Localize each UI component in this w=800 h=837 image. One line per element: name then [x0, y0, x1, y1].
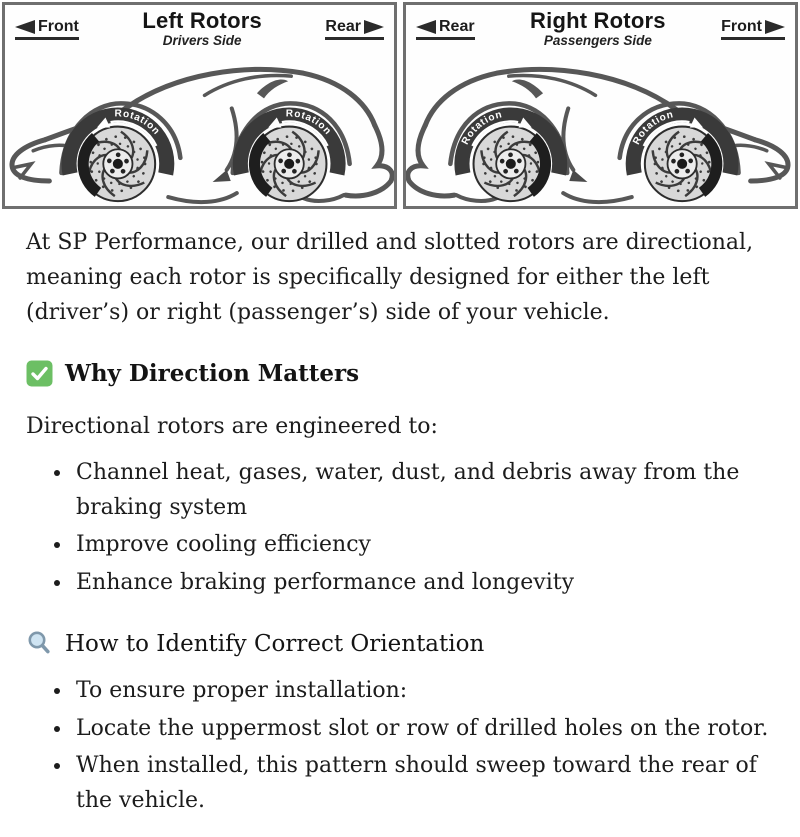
left-arrow-icon — [416, 20, 436, 34]
rotor-direction-diagram — [0, 0, 800, 209]
heading-text: How to Identify Correct Orientation — [65, 630, 485, 657]
front-direction-label — [15, 18, 79, 40]
right-panel-titles — [530, 8, 666, 48]
section-heading-identify-orientation — [26, 630, 774, 657]
rear-label: Rear — [325, 18, 361, 35]
orientation-steps-list — [26, 674, 774, 818]
rotation-label: Rotation — [114, 108, 163, 138]
magnifying-glass-icon — [26, 630, 53, 657]
heading-text: Why Direction Matters — [65, 360, 360, 388]
right-arrow-icon — [765, 20, 785, 34]
intro-paragraph: At SP Performance, our drilled and slotted rotors are directional, meaning each rotor is specifically designed for either the left (driver’s) or right (passenger’s) side of your vehicle. — [26, 230, 754, 326]
left-rotors-panel — [2, 2, 397, 209]
benefits-list — [26, 456, 774, 600]
rotation-label: Rotation — [285, 108, 334, 138]
rear-label: Rear — [439, 18, 475, 35]
left-panel-header — [5, 5, 394, 53]
right-panel-subtitle: Passengers Side — [543, 33, 652, 48]
list-item: • Channel heat, gases, water, dust, and debris away from the braking system — [73, 456, 774, 525]
list-item: • Enhance braking performance and longevity — [73, 566, 774, 601]
left-panel-title: Left Rotors — [142, 8, 262, 33]
right-arrow-icon — [364, 20, 384, 34]
list-item: • When installed, this pattern should sweep toward the rear of the vehicle. — [73, 749, 774, 818]
left-panel-titles — [142, 8, 262, 48]
right-car-illustration — [406, 53, 795, 206]
left-arrow-icon — [15, 20, 35, 34]
rotation-label: Rotation — [631, 109, 675, 147]
right-panel-header — [406, 5, 795, 53]
right-panel-title: Right Rotors — [530, 8, 666, 33]
front-direction-label — [721, 18, 785, 40]
front-label: Front — [38, 18, 79, 35]
left-panel-subtitle: Drivers Side — [162, 33, 242, 48]
front-label: Front — [721, 18, 762, 35]
lead-paragraph: Directional rotors are engineered to: — [26, 414, 438, 440]
rear-direction-label — [325, 18, 384, 40]
right-rotors-panel — [403, 2, 798, 209]
list-item: • Locate the uppermost slot or row of drilled holes on the rotor. — [73, 712, 774, 747]
article-body — [0, 225, 800, 837]
check-mark-icon — [26, 360, 53, 387]
left-car-illustration — [5, 53, 394, 206]
rear-direction-label — [416, 18, 475, 40]
section-heading-why-direction-matters — [26, 360, 774, 387]
rotation-label: Rotation — [459, 109, 504, 147]
list-item: • Improve cooling efficiency — [73, 528, 774, 563]
list-item: • To ensure proper installation: — [73, 674, 774, 709]
